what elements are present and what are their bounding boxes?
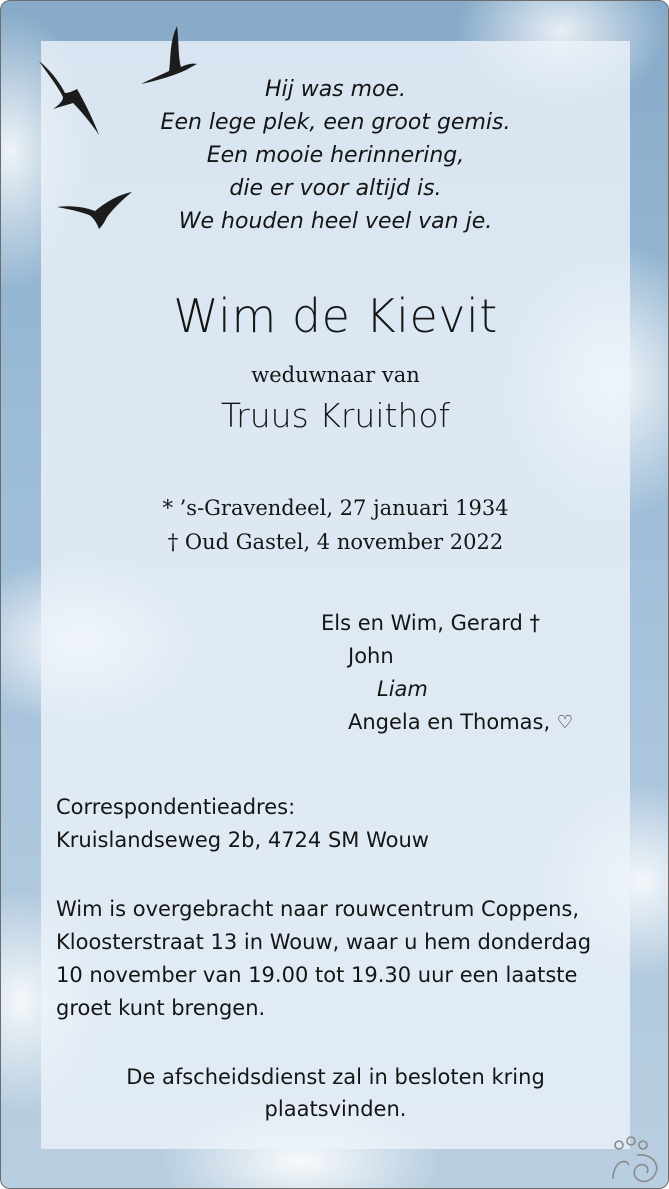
closing-line: plaatsvinden. — [264, 1097, 407, 1121]
relation-label: weduwnaar van — [251, 363, 420, 387]
publisher-logo-icon — [607, 1135, 663, 1185]
family-line — [348, 710, 573, 734]
birth-line: * ’s-Gravendeel, 27 januari 1934 — [162, 496, 509, 520]
heart-outline-icon: ♡ — [556, 712, 573, 733]
visitation-line: groet kunt brengen. — [56, 996, 266, 1020]
visitation-line: Kloosterstraat 13 in Wouw, waar u hem donderdag — [56, 930, 592, 954]
poem-line: Een mooie herinnering, — [206, 143, 465, 168]
poem — [1, 73, 669, 238]
correspondence-address: Kruislandseweg 2b, 4724 SM Wouw — [56, 828, 429, 852]
family-names: Angela en Thomas, — [348, 710, 551, 734]
family-line: Liam — [377, 677, 428, 701]
family-line: Els en Wim, Gerard † — [321, 611, 541, 635]
poem-line: die er voor altijd is. — [229, 176, 442, 201]
correspondence — [56, 791, 429, 857]
poem-line: Hij was moe. — [264, 77, 407, 102]
life-dates — [1, 491, 669, 559]
closing-text — [1, 1061, 669, 1125]
death-line: † Oud Gastel, 4 november 2022 — [167, 530, 504, 554]
visitation-line: Wim is overgebracht naar rouwcentrum Coppens, — [56, 897, 579, 921]
correspondence-label: Correspondentieadres: — [56, 795, 296, 819]
family-line: John — [348, 644, 394, 668]
deceased-name: Wim de Kievit — [173, 289, 498, 343]
closing-line: De afscheidsdienst zal in besloten kring — [126, 1065, 545, 1089]
spouse-name: Truus Kruithof — [220, 396, 451, 435]
visitation-info — [56, 893, 591, 1025]
poem-line: We houden heel veel van je. — [178, 209, 493, 234]
visitation-line: 10 november van 19.00 tot 19.30 uur een laatste — [56, 963, 578, 987]
poem-line: Een lege plek, een groot gemis. — [160, 110, 511, 135]
